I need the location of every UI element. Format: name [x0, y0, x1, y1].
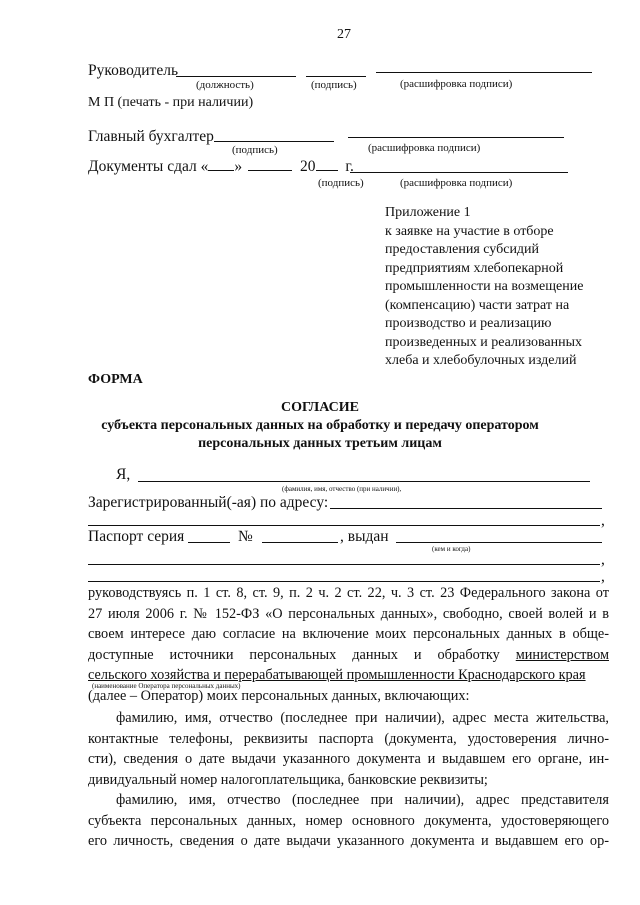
body-line-end: (далее – Оператор) моих персональных данных, включающих: [88, 688, 470, 704]
body-line: 27 июля 2006 г. № 152-ФЗ «О персональных данных», свободно, своей волей и в [88, 605, 609, 622]
registered-label: Зарегистрированный(-ая) по адресу: [88, 494, 329, 511]
appendix-line: промышленности на возмещение [385, 279, 584, 294]
i-label: Я, [116, 466, 131, 483]
consent-subtitle-1: субъекта персональных данных на обработку и передачу оператором [101, 418, 539, 433]
appendix-line: произведенных и реализованных [385, 334, 582, 350]
decoding-caption: (расшифровка подписи) [400, 78, 513, 90]
issued-comma-2: , [601, 568, 605, 585]
address-line-2[interactable] [88, 525, 600, 526]
body-line: его личность, сведения о дате выдачи указанного документа и выдавшем его ор- [88, 833, 609, 849]
decoding-line [376, 72, 592, 73]
appendix-line: (компенсацию) части затрат на [385, 297, 570, 313]
appendix-line: к заявке на участие в отборе [385, 223, 554, 239]
body-line: доступные источники персональных данных и обработку министерством [88, 646, 609, 663]
consent-paragraph-3 [88, 790, 609, 852]
documents-decoding-line [350, 172, 568, 173]
documents-signature-caption: (подпись) [318, 177, 364, 189]
signature-line [306, 76, 366, 77]
position-caption: (должность) [196, 79, 254, 91]
passport-series-label: Паспорт серия [88, 528, 185, 545]
chief-decoding-line [348, 137, 564, 138]
body-line: фамилию, имя, отчество (последнее при наличии), адрес представителя [116, 792, 609, 808]
page-number: 27 [337, 27, 351, 42]
issued-line-3[interactable] [88, 581, 600, 582]
issued-by-caption: (кем и когда) [432, 545, 471, 553]
name-caption: (фамилия, имя, отчество (при наличии), [282, 485, 402, 493]
issued-comma-1: , [601, 551, 605, 568]
operator-name-cont: сельского хозяйства и перерабатывающей промышленности Краснодарского края [88, 667, 586, 683]
passport-number-line[interactable] [262, 542, 338, 543]
address-comma: , [601, 512, 605, 529]
chief-signature-line [214, 141, 334, 142]
passport-series-line[interactable] [188, 542, 230, 543]
position-line [176, 76, 296, 77]
appendix-line: Приложение 1 [385, 205, 471, 220]
consent-subtitle-2: персональных данных третьим лицам [198, 436, 442, 451]
body-line: своем интересе даю согласие на включение моих персональных данных в обще- [88, 626, 609, 642]
body-line: фамилию, имя, отчество (последнее при наличии), адрес места жительства, [116, 710, 609, 726]
signature-caption: (подпись) [311, 79, 357, 91]
chief-accountant-label: Главный бухгалтер [88, 128, 214, 145]
stamp-label: М П (печать - при наличии) [88, 95, 254, 110]
issued-line-2[interactable] [88, 564, 600, 565]
body-line: сти), сведения о дате выдачи указанного документа и выдавшем его органе, ин- [88, 751, 609, 767]
appendix-line: предприятиям хлебопекарной [385, 260, 564, 276]
documents-decoding-caption: (расшифровка подписи) [400, 177, 513, 189]
appendix-block [385, 204, 583, 371]
passport-number-label: № [238, 528, 253, 545]
issued-label: , выдан [340, 528, 389, 545]
issued-line[interactable] [396, 542, 602, 543]
address-line-1[interactable] [330, 508, 602, 509]
form-label: ФОРМА [88, 372, 143, 387]
appendix-line: производство и реализацию [385, 316, 552, 331]
chief-signature-caption: (подпись) [232, 144, 278, 156]
appendix-line: хлеба и хлебобулочных изделий [385, 353, 577, 368]
operator-name: министерством [515, 646, 609, 663]
documents-label: Документы сдал « » 20 г. [88, 158, 354, 175]
body-line: контактные телефоны, реквизиты паспорта (документа, удостоверения личнo- [88, 730, 609, 747]
body-line: дивидуальный номер налогоплательщика, банковские реквизиты; [88, 771, 488, 788]
consent-title: СОГЛАСИЕ [281, 400, 359, 415]
name-line[interactable] [138, 481, 590, 482]
operator-caption: (наименование Оператора персональных данных) [92, 682, 241, 690]
head-label: Руководитель [88, 62, 179, 79]
body-line: руководствуясь п. 1 ст. 8, ст. 9, п. 2 ч. 2 ст. 22, ч. 3 ст. 23 Федерального закона от [88, 585, 609, 601]
consent-paragraph-1 [88, 583, 609, 686]
chief-decoding-caption: (расшифровка подписи) [368, 142, 481, 154]
consent-paragraph-2 [88, 708, 609, 790]
body-line: субъекта персональных данных, номер основного документа, удостоверяющего [88, 812, 609, 829]
appendix-line: предоставления субсидий [385, 242, 540, 257]
